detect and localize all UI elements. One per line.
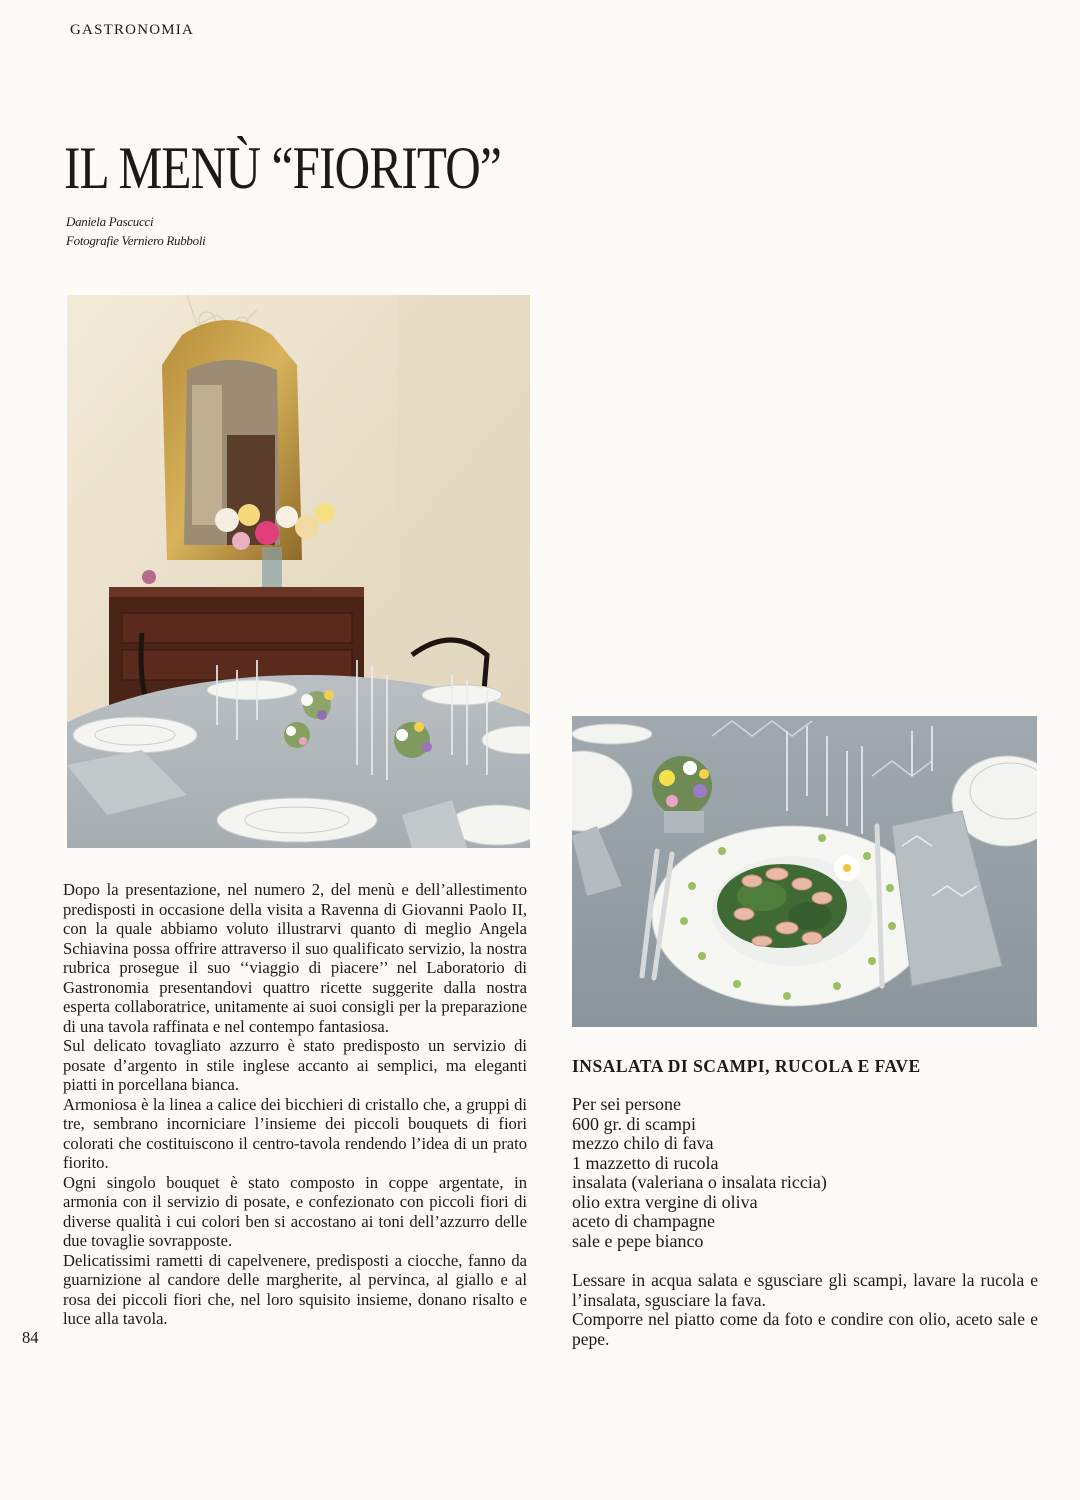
article-body: [63, 880, 527, 1329]
paragraph-4: Ogni singolo bouquet è stato composto in coppe argentate, in armonia con il servizio di posate, e confezionato con piccoli fiori di diverse qualità i cui colori ben si accostano ai toni dell’azzurro delle due tovaglie sovrapposte.: [63, 1172, 527, 1250]
recipe-title: INSALATA DI SCAMPI, RUCOLA E FAVE: [572, 1056, 921, 1076]
ingredient-line: aceto di champagne: [572, 1211, 715, 1231]
ingredient-line: Per sei persone: [572, 1094, 681, 1114]
recipe-method: [572, 1271, 1038, 1349]
photo-credit: Fotografie Verniero Rubboli: [66, 233, 206, 248]
ingredients-list: [572, 1095, 1038, 1251]
paragraph-2: Sul delicato tovagliato azzurro è stato predisposto un servizio di posate d’argento in stile inglese accanto ai semplici, ma eleganti piatti in porcellana bianca.: [63, 1036, 527, 1094]
paragraph-1: Dopo la presentazione, nel numero 2, del menù e dell’allestimento predisposti in occasione della visita a Ravenna di Giovanni Paolo II, con la quale abbiamo voluto illustrarvi quanto di meglio Angela Schiavina possa offrire attraverso il suo qualificato servizio, la nostra rubrica prosegue il suo ‘‘viaggio di piacere’’ nel Laboratorio di Gastronomia presentandovi quattro ricette suggerite dalla nostra esperta collaboratrice, unitamente ai suoi consigli per la preparazione di una tavola raffinata e nel contempo fantasiosa.: [63, 880, 527, 1036]
ingredient-line: 1 mazzetto di rucola: [572, 1152, 719, 1173]
credits: [66, 212, 205, 250]
method-step: Comporre nel piatto come da foto e condire con olio, aceto sale e pepe.: [572, 1309, 1038, 1349]
author-credit: Daniela Pascucci: [66, 214, 154, 229]
method-step: Lessare in acqua salata e sgusciare gli scampi, lavare la rucola e l’insalata, sgusciare la fava.: [572, 1270, 1038, 1310]
ingredient-line: sale e pepe bianco: [572, 1230, 704, 1251]
salad-plate-photo: [572, 716, 1037, 1027]
ingredient-line: mezzo chilo di fava: [572, 1133, 714, 1153]
paragraph-5: Delicatissimi rametti di capelvenere, predisposti a ciocche, fanno da guarnizione al candore delle margherite, al pervinca, al giallo e al rosa dei piccoli fiori che, nel loro squisito insieme, donano risalto e luce alla tavola.: [63, 1250, 527, 1328]
page-number: 84: [22, 1328, 39, 1347]
ingredient-line: 600 gr. di scampi: [572, 1113, 696, 1134]
paragraph-3: Armoniosa è la linea a calice dei bicchieri di cristallo che, a gruppi di tre, sembrano incorniciare l’insieme dei piccoli bouquets di fiori colorati che costituiscono il centro-tavola rendendo l’idea di un prato fiorito.: [63, 1094, 527, 1172]
section-label: GASTRONOMIA: [70, 22, 195, 38]
ingredient-line: olio extra vergine di oliva: [572, 1191, 758, 1212]
ingredient-line: insalata (valeriana o insalata riccia): [572, 1172, 827, 1192]
article-title: IL MENÙ “FIORITO”: [64, 135, 501, 201]
dining-room-photo: [67, 295, 530, 848]
